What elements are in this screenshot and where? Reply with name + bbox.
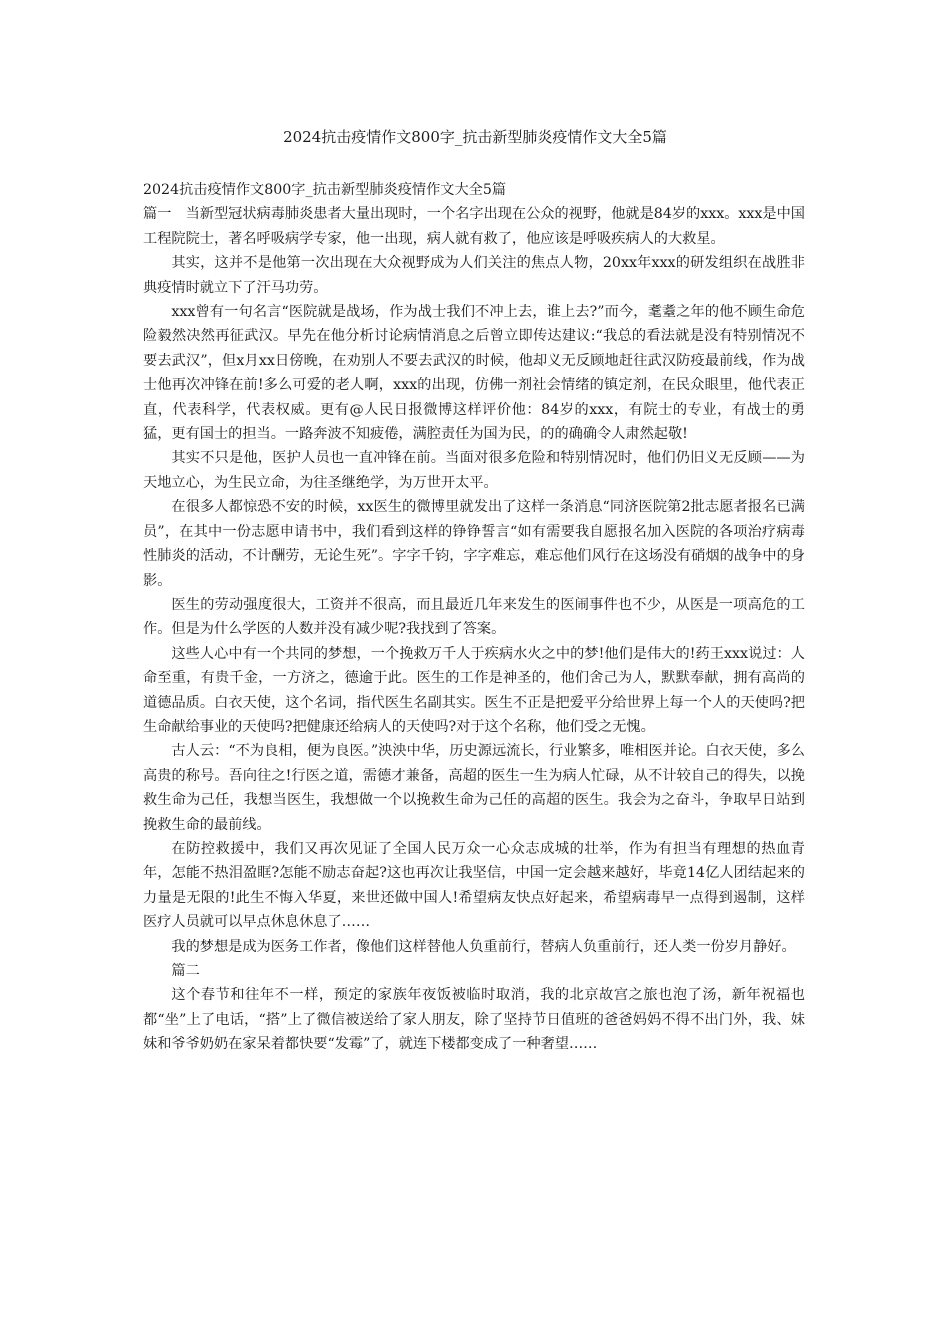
paragraph: 古人云：“不为良相，便为良医。”泱泱中华，历史源远流长，行业繁多，唯相医并论。白衣天使，多么高贵的称号。吾向往之!行医之道，需德才兼备，高超的医生一生为病人忙碌，从不计较自己的得失，以挽救生命为己任，我想当医生，我想做一个以挽救生命为己任的高超的医生。我会为之奋斗，争取早日站到挽救生命的最前线。 bbox=[143, 743, 805, 833]
paragraph: 其实，这并不是他第一次出现在大众视野成为人们关注的焦点人物，20xx年xxx的研发组织在战胜非典疫情时就立下了汗马功劳。 bbox=[143, 255, 805, 296]
document-heading: 2024抗击疫情作文800字_抗击新型肺炎疫情作文大全5篇 bbox=[143, 182, 507, 198]
section-heading: 篇二 bbox=[171, 963, 200, 979]
paragraph: 在防控救援中，我们又再次见证了全国人民万众一心众志成城的壮举，作为有担当有理想的热血青年，怎能不热泪盈眶?怎能不励志奋起?这也再次让我坚信，中国一定会越来越好，毕竟14亿人团结起来的力量是无限的!此生不悔入华夏，来世还做中国人!希望病友快点好起来，希望病毒早一点得到遏制，这样医疗人员就可以早点休息休息了…… bbox=[143, 840, 805, 931]
paragraph: 医生的劳动强度很大，工资并不很高，而且最近几年来发生的医闹事件也不少，从医是一项高危的工作。但是为什么学医的人数并没有减少呢?我找到了答案。 bbox=[143, 596, 805, 638]
paragraph: xxx曾有一句名言“医院就是战场，作为战士我们不冲上去，谁上去?”而今，耄耋之年的他不顾生命危险毅然决然再征武汉。早先在他分析讨论病情消息之后曾立即传达建议:“我总的看法就是没有特别情况不要去武汉”，但x月xx日傍晚，在劝别人不要去武汉的时候，他却义无反顾地赶往武汉防疫最前线，作为战士他再次冲锋在前!多么可爱的老人啊，xxx的出现，仿佛一剂社会情绪的镇定剂，在民众眼里，他代表正直，代表科学，代表权威。更有@人民日报微博这样评价他：84岁的xxx，有院士的专业，有战士的勇猛，更有国士的担当。一路奔波不知疲倦，满腔责任为国为民，的的确确令人肃然起敬! bbox=[143, 304, 805, 443]
paragraph: 篇一 当新型冠状病毒肺炎患者大量出现时，一个名字出现在公众的视野，他就是84岁的xxx。xxx是中国工程院院士，著名呼吸病学专家，他一出现，病人就有救了，他应该是呼吸疾病人的大救星。 bbox=[143, 206, 805, 247]
paragraph: 其实不只是他，医护人员也一直冲锋在前。当面对很多危险和特别情况时，他们仍旧义无反顾——为天地立心，为生民立命，为往圣继绝学，为万世开太平。 bbox=[143, 450, 805, 491]
page-title: 2024抗击疫情作文800字_抗击新型肺炎疫情作文大全5篇 bbox=[283, 128, 667, 146]
paragraph: 我的梦想是成为医务工作者，像他们这样替他人负重前行，替病人负重前行，还人类一份岁月静好。 bbox=[171, 938, 796, 955]
paragraph: 这个春节和往年不一样，预定的家族年夜饭被临时取消，我的北京故宫之旅也泡了汤，新年祝福也都“坐”上了电话，“搭”上了微信被送给了家人朋友，除了坚持节日值班的爸爸妈妈不得不出门外，我、妹妹和爷爷奶奶在家呆着都快要“发霉”了，就连下楼都变成了一种奢望…… bbox=[143, 987, 805, 1053]
paragraph: 在很多人都惊恐不安的时候，xx医生的微博里就发出了这样一条消息“同济医院第2批志愿者报名已满员”，在其中一份志愿申请书中，我们看到这样的铮铮誓言“如有需要我自愿报名加入医院的各项治疗病毒性肺炎的活动，不计酬劳，无论生死”。字字千钧，字字难忘，难忘他们风行在这场没有硝烟的战争中的身影。 bbox=[143, 499, 805, 589]
document-body bbox=[143, 178, 805, 1057]
paragraph: 这些人心中有一个共同的梦想，一个挽救万千人于疾病水火之中的梦!他们是伟大的!药王xxx说过：人命至重，有贵千金，一方济之，德逾于此。医生的工作是神圣的，他们舍己为人，默默奉献，拥有高尚的道德品质。白衣天使，这个名词，指代医生名副其实。医生不正是把爱平分给世界上每一个人的天使吗?把生命献给事业的天使吗?把健康还给病人的天使吗?对于这个名称，他们受之无愧。 bbox=[143, 645, 805, 735]
